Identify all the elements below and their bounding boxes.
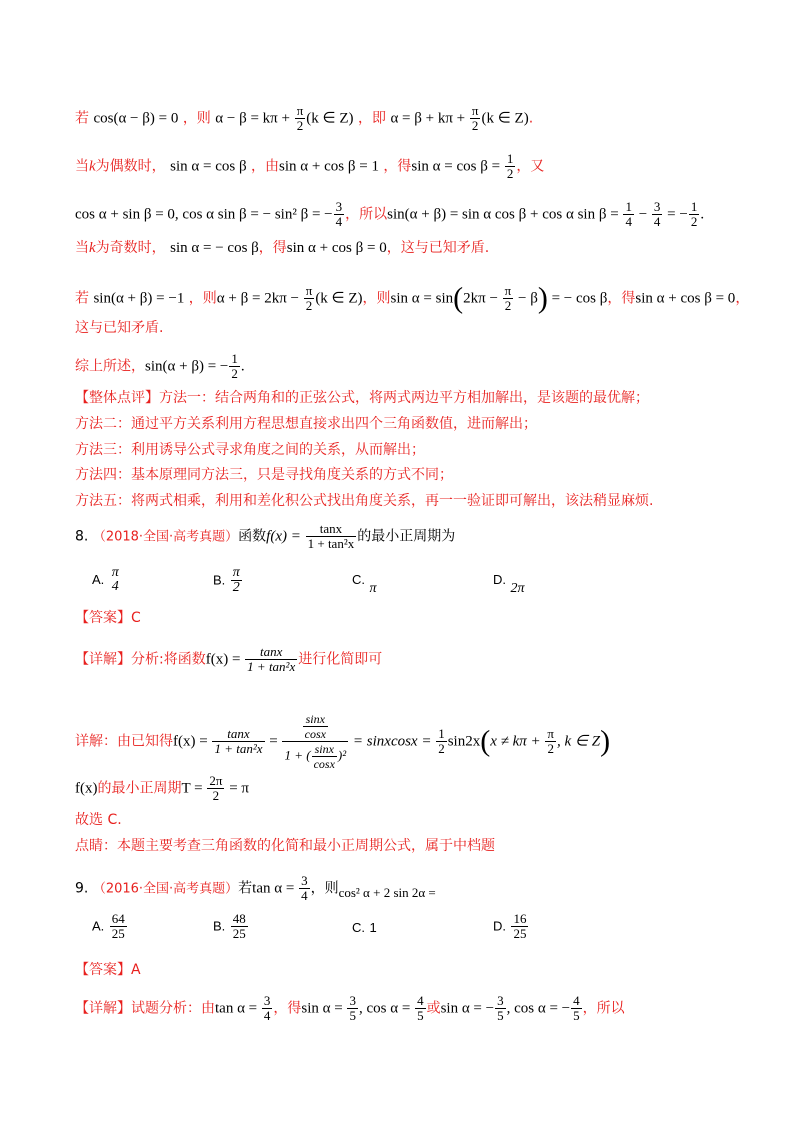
text: 详解：由已知得 [75, 733, 173, 750]
math: sin α = − cos β [170, 240, 259, 256]
option-label: B. [213, 572, 226, 588]
option-a[interactable] [92, 912, 128, 941]
period-line [75, 774, 249, 803]
review-line-4: 方法四：基本原理同方法三，只是寻找角度关系的方式不同； [75, 467, 453, 483]
text: 的最小正周期为 [357, 528, 456, 545]
text: 进行化简即可 [298, 651, 383, 668]
text: ，则 [188, 290, 217, 307]
review-line-5: 方法五：将两式相乘，利用和差化积公式找出角度关系，再一一验证即可解出，该法稍显麻烦. [75, 493, 654, 509]
option-label: A. [92, 918, 105, 934]
fraction: $\frac{3}{4}$ [301, 873, 308, 903]
math: sin α + cos β = 0 [635, 290, 736, 307]
case-line-4 [75, 238, 489, 258]
fraction: $\frac{3}{5}$ [349, 993, 356, 1023]
math: f(x) = [266, 528, 305, 545]
math: − [634, 206, 651, 223]
fraction: $\frac{\pi}{2}$ [547, 726, 554, 756]
fraction: $\frac{4}{5}$ [573, 993, 580, 1023]
text: ，得 [383, 158, 412, 175]
math: = − cos β [547, 290, 608, 307]
math: f(x) = [205, 651, 245, 668]
fraction: $\frac{\pi}{2}$ [305, 283, 313, 313]
option-b[interactable] [213, 566, 243, 595]
fraction: $\frac{1}{2}$ [690, 199, 698, 229]
text: ，即 [357, 110, 386, 127]
math: cos² α + 2 sin 2α = [338, 884, 436, 900]
option-c[interactable] [352, 572, 377, 596]
fraction: $\frac{3}{4}$ [263, 993, 271, 1023]
option-label: A. [92, 572, 105, 587]
question-number: 8. [75, 528, 89, 545]
text: ，得 [258, 240, 287, 256]
detail-line [75, 645, 382, 674]
fraction: $\frac{3}{4}$ [335, 199, 343, 229]
math: sin α + cos β = 0 [286, 240, 387, 256]
text: ，所以 [582, 1000, 625, 1017]
math: − β [514, 290, 538, 307]
case-line-2 [75, 152, 544, 181]
math: , cos α = − [506, 1000, 571, 1017]
math: 2kπ − [463, 290, 502, 307]
math: sin2x [447, 733, 481, 750]
k-variable: k [89, 240, 96, 256]
math: T = [181, 780, 207, 797]
option-b[interactable] [213, 912, 249, 941]
text: ，得 [273, 1000, 302, 1017]
option-label: D. [493, 572, 506, 587]
fraction: $\frac{\tan x}{\text{1 + tan²x}}$ [247, 644, 296, 674]
text: 试题分析：由 [131, 1000, 215, 1017]
text: ，又 [516, 158, 545, 175]
math: . [240, 358, 245, 375]
text: 函数 [238, 528, 267, 545]
case-line-1 [75, 104, 533, 133]
text: 若 [75, 110, 89, 127]
math: sin α = cos β = [411, 158, 504, 175]
text: 的最小正周期 [97, 780, 182, 797]
math: , k ∈ Z [557, 733, 601, 750]
math: tan α = [252, 880, 299, 897]
fraction: $\frac{1}{2}$ [438, 726, 445, 756]
question-source: （2016·全国·高考真题） [92, 881, 239, 897]
option-value: π [369, 581, 377, 596]
math: cos α + sin β = 0, cos α sin β = − sin² β = − [75, 206, 333, 223]
fraction: $\frac{1}{2}$ [506, 151, 514, 181]
option-label: C. [352, 572, 365, 587]
option-a[interactable] [92, 566, 122, 594]
k-variable: k [89, 158, 96, 175]
text: ，则 [310, 880, 339, 897]
fraction: $\frac{16}{25}$ [513, 911, 527, 941]
text: ，所以 [345, 206, 388, 223]
text: . [528, 110, 534, 127]
option-d[interactable] [493, 572, 525, 596]
case-line-3 [75, 200, 704, 229]
option-value: 2π [510, 581, 525, 596]
review-line-2: 方法二：通过平方关系利用方程思想直接求出四个三角函数值，进而解出； [75, 416, 537, 432]
text: ，这与已知矛盾. [386, 240, 490, 256]
comment-line: 点睛：本题主要考查三角函数的化简和最小正周期公式，属于中档题 [75, 838, 495, 854]
answer-label: 【答案】C [75, 610, 141, 626]
fraction: $\frac{\pi}{2}$ [504, 283, 512, 313]
text: 为偶数时， [95, 158, 166, 175]
text: ，则 [362, 290, 391, 307]
text: 或 [426, 1000, 441, 1017]
math: f(x) [75, 780, 98, 797]
question-9 [75, 874, 436, 903]
math: tan α = [215, 1000, 261, 1017]
math: = π [225, 780, 249, 797]
math: α = β + kπ + [390, 110, 469, 127]
question-source: （2018·全国·高考真题） [92, 529, 239, 545]
math: = [265, 733, 282, 750]
fraction: $\frac{\tan x}{\text{1 + tan²x}}$ [307, 521, 355, 551]
choose-line: 故选 C. [75, 812, 122, 828]
detail-line [75, 994, 625, 1023]
math: sin α + cos β = 1 [279, 158, 379, 175]
text: 当 [75, 158, 89, 175]
fraction: π 4 [111, 565, 119, 594]
option-value: 1 [369, 920, 377, 935]
option-label: B. [213, 918, 226, 934]
option-d[interactable] [493, 912, 529, 941]
text: ， [735, 290, 750, 307]
fraction: $\frac{64}{25}$ [111, 911, 125, 941]
text: 若 [238, 880, 253, 897]
option-label: D. [493, 918, 506, 934]
math: (k ∈ Z) [306, 110, 354, 127]
text: ，则 [182, 110, 211, 127]
option-c[interactable] [352, 920, 377, 936]
text: 综上所述， [75, 358, 145, 375]
fraction: $\frac{4}{5}$ [417, 993, 424, 1023]
math: = − [663, 206, 688, 223]
case-line-5: 若 sin(α + β) = −1 ，则α + β = 2kπ − $\frac{\pi}{2}$ (k ∈ Z)，则sin α = sin(2kπ − $\frac{\pi}{2}$ − β) = − cos β，得sin α + cos β = 0， [75, 281, 750, 315]
fraction: $\frac{48}{25}$ [232, 911, 246, 941]
fraction: $\frac{3}{4}$ [653, 199, 661, 229]
math: , cos α = [358, 1000, 415, 1017]
math: sin(α + β) = sin α cos β + cos α sin β = [387, 206, 623, 223]
math: sin α = cos β [170, 158, 247, 175]
question-number: 9. [75, 880, 89, 897]
math: (k ∈ Z) [481, 110, 529, 127]
review-line-1: 【整体点评】方法一：结合两角和的正弦公式，将两式两边平方相加解出，是该题的最优解； [75, 390, 649, 406]
conclusion-line [75, 352, 245, 381]
math: = sinxcosx = [349, 733, 436, 750]
math: (k ∈ Z) [315, 290, 363, 307]
math: sin(α + β) = − [145, 358, 229, 375]
math: f(x) = [173, 733, 212, 750]
math: α − β = kπ + [215, 110, 294, 127]
text: 分析:将函数 [131, 651, 206, 668]
math: . [700, 206, 705, 223]
detail-tag: 【详解】 [75, 1000, 131, 1017]
fraction: $\frac{1}{4}$ [625, 199, 632, 229]
fraction: $\frac{\pi}{2}$ [471, 103, 479, 133]
math: α + β = 2kπ − [216, 290, 303, 307]
text: ，由 [251, 158, 280, 175]
text: 当 [75, 240, 89, 256]
fraction: $\frac{2\pi}{2}$ [209, 773, 223, 803]
text: ，得 [607, 290, 636, 307]
fraction: $\frac{3}{5}$ [497, 993, 504, 1023]
fraction: $\frac{\pi}{2}$ [232, 565, 240, 595]
question-8 [75, 522, 455, 551]
review-line-3: 方法三：利用诱导公式寻求角度之间的关系，从而解出； [75, 442, 425, 458]
detail-tag: 【详解】 [75, 651, 131, 668]
text: 若 [75, 290, 89, 307]
fraction: $\frac{1}{2}$ [231, 351, 238, 381]
math: sin α = − [440, 1000, 495, 1017]
fraction: $\frac{\pi}{2}$ [296, 103, 304, 133]
case-line-6: 这与已知矛盾. [75, 320, 164, 336]
math: sin(α + β) = −1 [93, 290, 185, 307]
option-label: C. [352, 920, 365, 935]
compound-fraction: $\frac{\sin x}{\cos x}$ 1 + ( $\frac{\sin x}{\cos x}$ )² [284, 712, 347, 771]
math: x ≠ kπ + [490, 733, 545, 750]
solution-line: 详解：由已知得f(x) = $\frac{\tan x}{\text{1 + tan²x}}$ = $\frac{\sin x}{\cos x}$ 1 + ( $\frac{\sin x}{\cos x}$ )² = sinxcosx = $\frac{1}{2}$ sin2x(x ≠ kπ + $\frac{\pi}{2}$ , k ∈ Z) [75, 712, 611, 771]
math: sin α = sin [390, 290, 454, 307]
fraction: $\frac{\tan x}{\text{1 + tan²x}}$ [214, 726, 263, 756]
answer-label: 【答案】A [75, 962, 141, 978]
math: sin α = [301, 1000, 347, 1017]
text: 为奇数时， [95, 240, 166, 256]
math: cos(α − β) = 0 [93, 110, 179, 127]
